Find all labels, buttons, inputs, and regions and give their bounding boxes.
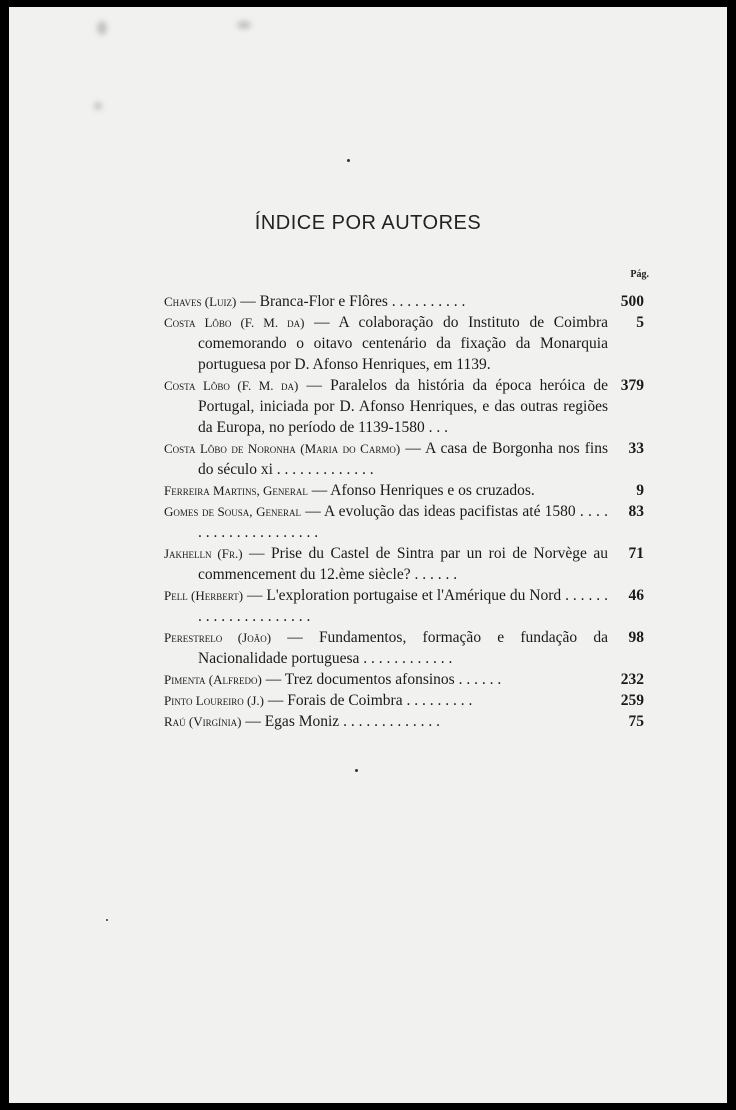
document-page (9, 7, 727, 1103)
entry-author: Raú (Virgínia) (164, 714, 242, 729)
index-entry (164, 690, 644, 711)
page-column-label: Pág. (630, 269, 649, 280)
entry-author: Costa Lôbo (F. M. da) (164, 315, 305, 330)
entry-page: 33 (628, 440, 644, 457)
index-entry (164, 480, 644, 501)
index-entry (164, 669, 644, 690)
entry-page: 75 (628, 713, 644, 730)
entry-author: Pell (Herbert) (164, 588, 244, 603)
entry-page: 9 (636, 482, 644, 499)
entry-author: Costa Lôbo (F. M. da) (164, 378, 299, 393)
entry-page: 71 (628, 545, 644, 562)
index-entry (164, 543, 644, 585)
entry-author: Jakhelln (Fr.) (164, 546, 243, 561)
index-entry (164, 438, 644, 480)
page-speck (106, 919, 108, 921)
entry-title: — A evolução das ideas pacifistas até 1580 . . . . . . . . . . . . . . . . . . . . (198, 503, 608, 541)
entry-title: — Prise du Castel de Sintra par un roi de Norvège au commencement du 12.ème siècle? . . . . . . (198, 545, 608, 583)
author-index (164, 291, 644, 732)
entry-page: 500 (620, 293, 644, 310)
page-title: ÍNDICE POR AUTORES (254, 212, 482, 234)
entry-author: Perestrelo (João) (164, 630, 272, 645)
entry-page: 83 (628, 503, 644, 520)
index-entry (164, 501, 644, 543)
page-speck (355, 769, 358, 772)
entry-title: — Afonso Henriques e os cruzados. (307, 482, 535, 499)
index-entry (164, 711, 644, 732)
page-speck (347, 159, 350, 162)
entry-page: 46 (628, 587, 644, 604)
entry-title: — L'exploration portugaise et l'Amérique du Nord . . . . . . . . . . . . . . . . . . . . . (198, 587, 608, 625)
entry-page: 232 (620, 671, 644, 688)
index-entry (164, 312, 644, 375)
page-smudge (97, 21, 107, 35)
entry-page: 5 (636, 314, 644, 331)
entry-page: 259 (620, 692, 644, 709)
entry-author: Chaves (Luiz) (164, 294, 237, 309)
entry-author: Gomes de Sousa, General (164, 504, 301, 519)
entry-author: Costa Lôbo de Noronha (Maria do Carmo) (164, 441, 401, 456)
index-entry (164, 585, 644, 627)
page-smudge (94, 102, 102, 110)
entry-author: Pimenta (Alfredo) (164, 672, 262, 687)
index-entry (164, 291, 644, 312)
index-entry (164, 627, 644, 669)
entry-title: — Forais de Coimbra . . . . . . . . . (263, 692, 473, 709)
entry-title: — Paralelos da história da época heróica de Portugal, iniciada por D. Afonso Henriques, e das outras regiões da Europa, no período de 1139-1580 . . . (198, 377, 608, 436)
entry-title: — Branca-Flor e Flôres . . . . . . . . . . (236, 293, 466, 310)
entry-title: — Trez documentos afonsinos . . . . . . (261, 671, 502, 688)
entry-page: 379 (620, 377, 644, 394)
entry-title: — Egas Moniz . . . . . . . . . . . . . (241, 713, 440, 730)
entry-page: 98 (628, 629, 644, 646)
entry-author: Ferreira Martins, General (164, 483, 308, 498)
index-entry (164, 375, 644, 438)
entry-title: — Fundamentos, formação e fundação da Nacionalidade portuguesa . . . . . . . . . . . . (198, 629, 608, 667)
entry-title: — A colaboração do Instituto de Coimbra comemorando o oitavo centenário da fixação da Monarquia portuguesa por D. Afonso Henriques, em 1139. (198, 314, 609, 373)
entry-title: — A casa de Borgonha nos fins do século xi . . . . . . . . . . . . . (198, 440, 608, 478)
page-smudge (237, 21, 251, 29)
entry-author: Pinto Loureiro (J.) (164, 693, 264, 708)
